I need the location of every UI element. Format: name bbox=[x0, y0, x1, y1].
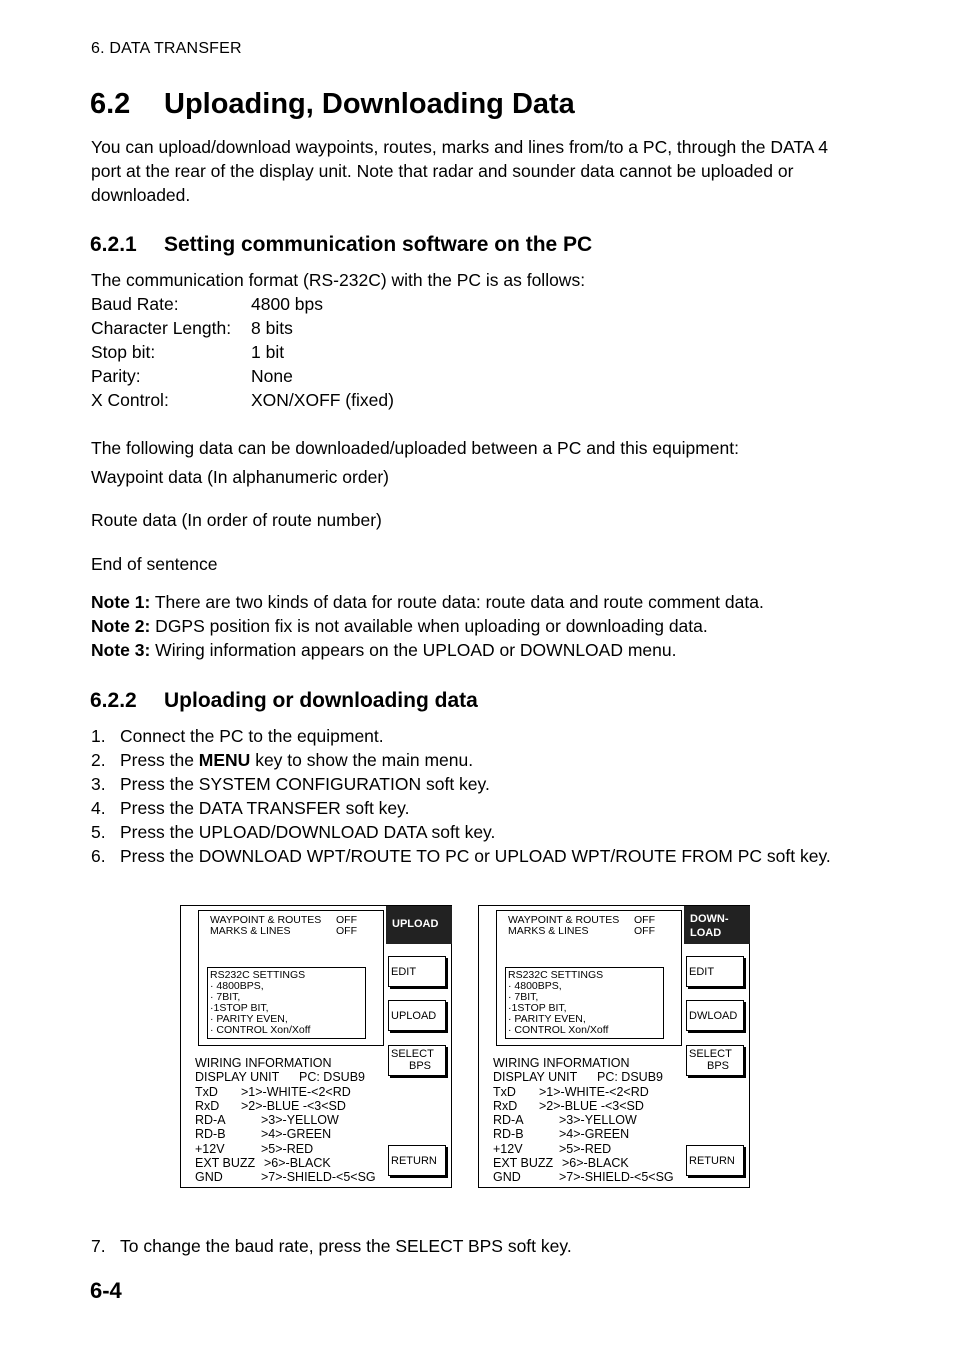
wiring-row bbox=[493, 1142, 674, 1156]
wiring-row bbox=[195, 1127, 376, 1141]
rs232c-settings-box bbox=[207, 967, 366, 1039]
spec-lead: The communication format (RS-232C) with the PC is as follows: bbox=[91, 270, 586, 290]
wiring-value: >1>-WHITE-<2<RD bbox=[539, 1084, 649, 1099]
step-item bbox=[91, 772, 851, 796]
spec-row bbox=[91, 340, 791, 364]
step-list-continued bbox=[91, 1234, 851, 1258]
wiring-key: RD-A bbox=[195, 1113, 226, 1128]
wiring-value: >5>-RED bbox=[559, 1141, 612, 1156]
spec-key: X Control: bbox=[91, 390, 169, 410]
wiring-value: >7>-SHIELD-<5<SG bbox=[261, 1170, 376, 1185]
wiring-key: TxD bbox=[195, 1084, 218, 1099]
wiring-information bbox=[493, 1056, 674, 1185]
spec-value: None bbox=[251, 366, 293, 386]
subsection-title: Setting communication software on the PC bbox=[164, 233, 593, 256]
step-text: Press the SYSTEM CONFIGURATION soft key. bbox=[120, 774, 490, 794]
soft-key-line: SELECT bbox=[689, 1048, 732, 1060]
wiring-value: >4>-GREEN bbox=[559, 1127, 630, 1142]
settings-panel bbox=[198, 910, 384, 1046]
step-number: 7. bbox=[91, 1236, 106, 1256]
wiring-key: RxD bbox=[493, 1098, 518, 1113]
wiring-row bbox=[493, 1085, 674, 1099]
rs232-line: · 7BIT, bbox=[508, 991, 539, 1003]
spec-value: 8 bits bbox=[251, 318, 293, 338]
rs232-line: · CONTROL Xon/Xoff bbox=[508, 1024, 609, 1036]
wiring-value: >5>-RED bbox=[261, 1141, 314, 1156]
rs232-line: · 4800BPS, bbox=[508, 980, 562, 992]
wiring-row bbox=[195, 1099, 376, 1113]
wiring-title: WIRING INFORMATION bbox=[195, 1056, 332, 1070]
running-header: 6. DATA TRANSFER bbox=[91, 40, 242, 57]
wiring-row bbox=[195, 1170, 376, 1184]
step-item bbox=[91, 844, 851, 868]
wiring-head-left: DISPLAY UNIT bbox=[195, 1070, 280, 1085]
step-number: 4. bbox=[91, 798, 106, 818]
rs232-line: RS232C SETTINGS bbox=[210, 969, 306, 981]
wiring-value: >6>-BLACK bbox=[562, 1156, 629, 1171]
note-text: Wiring information appears on the UPLOAD or DOWNLOAD menu. bbox=[150, 640, 677, 660]
note-label: Note 1: bbox=[91, 592, 151, 612]
note-text: DGPS position fix is not available when uploading or downloading data. bbox=[150, 616, 708, 636]
upload-screen bbox=[180, 905, 452, 1188]
soft-key-line: SELECT bbox=[391, 1048, 434, 1060]
soft-key-line: BPS bbox=[408, 1060, 431, 1072]
spec-key: Parity: bbox=[91, 366, 141, 386]
wiring-key: EXT BUZZ bbox=[493, 1156, 554, 1171]
return-soft-key[interactable]: RETURN bbox=[686, 1145, 744, 1176]
row-value: OFF bbox=[634, 925, 655, 937]
note-1 bbox=[91, 590, 851, 614]
spec-key: Stop bit: bbox=[91, 342, 156, 362]
step-item bbox=[91, 724, 851, 748]
menu-key-label: MENU bbox=[198, 750, 251, 770]
return-soft-key[interactable]: RETURN bbox=[388, 1145, 446, 1176]
rs232-line: · PARITY EVEN, bbox=[508, 1013, 586, 1025]
wiring-head-left: DISPLAY UNIT bbox=[493, 1070, 578, 1085]
soft-key-line: BPS bbox=[706, 1060, 729, 1072]
step-item bbox=[91, 820, 851, 844]
rs232-line: RS232C SETTINGS bbox=[508, 969, 604, 981]
step-text: Press the DOWNLOAD WPT/ROUTE TO PC or UPLOAD WPT/ROUTE FROM PC soft key. bbox=[120, 846, 831, 866]
subsection-title: Uploading or downloading data bbox=[164, 689, 478, 712]
spec-value: 1 bit bbox=[251, 342, 285, 362]
step-number: 3. bbox=[91, 774, 106, 794]
step-text-pre: Press the bbox=[120, 750, 199, 770]
wiring-value: >6>-BLACK bbox=[264, 1156, 331, 1171]
subsection-number: 6.2.2 bbox=[90, 689, 137, 712]
rs232-line: ·1STOP BIT, bbox=[210, 1002, 269, 1014]
wiring-key: GND bbox=[493, 1170, 521, 1185]
wiring-key: RD-B bbox=[195, 1127, 226, 1142]
wiring-row bbox=[493, 1156, 674, 1170]
note-label: Note 3: bbox=[91, 640, 151, 660]
data-item: End of sentence bbox=[91, 554, 218, 574]
wiring-row bbox=[493, 1170, 674, 1184]
row-label: MARKS & LINES bbox=[508, 925, 589, 937]
wiring-head bbox=[493, 1070, 674, 1084]
wiring-value: >3>-YELLOW bbox=[559, 1113, 637, 1128]
step-text bbox=[120, 748, 851, 772]
row-value: OFF bbox=[336, 914, 357, 926]
step-list bbox=[91, 724, 851, 868]
page-number: 6-4 bbox=[90, 1278, 122, 1303]
step-text: Press the DATA TRANSFER soft key. bbox=[120, 798, 410, 818]
note-label: Note 2: bbox=[91, 616, 151, 636]
note-text: There are two kinds of data for route data: route data and route comment data. bbox=[150, 592, 764, 612]
wiring-head-right: PC: DSUB9 bbox=[597, 1070, 663, 1085]
wiring-value: >4>-GREEN bbox=[261, 1127, 332, 1142]
intro-paragraph: You can upload/download waypoints, routes, marks and lines from/to a PC, through the DATA 4 port at the rear of the display unit. Note that radar and sounder data cannot be uploaded or downloaded. bbox=[91, 137, 829, 205]
step-text: Connect the PC to the equipment. bbox=[120, 726, 384, 746]
subsection-number: 6.2.1 bbox=[90, 233, 137, 256]
rs232-line: · CONTROL Xon/Xoff bbox=[210, 1024, 311, 1036]
wiring-value: >1>-WHITE-<2<RD bbox=[241, 1084, 351, 1099]
subsection-heading-1 bbox=[90, 233, 592, 257]
step-text: To change the baud rate, press the SELECT BPS soft key. bbox=[120, 1236, 572, 1256]
wiring-title: WIRING INFORMATION bbox=[493, 1056, 630, 1070]
spec-value: 4800 bps bbox=[251, 294, 324, 314]
marks-lines-row bbox=[508, 925, 655, 937]
spec-key: Character Length: bbox=[91, 318, 232, 338]
title-line: LOAD bbox=[690, 927, 722, 939]
wiring-key: RxD bbox=[195, 1098, 220, 1113]
data-item: Waypoint data (In alphanumeric order) bbox=[91, 467, 389, 487]
wiring-row bbox=[195, 1156, 376, 1170]
spec-row bbox=[91, 316, 791, 340]
step-number: 2. bbox=[91, 750, 106, 770]
select-bps-soft-key[interactable] bbox=[686, 1045, 744, 1076]
subsection-heading-2 bbox=[90, 689, 478, 713]
wiring-key: +12V bbox=[493, 1141, 523, 1156]
step-item bbox=[91, 1234, 851, 1258]
edit-soft-key[interactable]: EDIT bbox=[686, 956, 744, 987]
section-number: 6.2 bbox=[90, 88, 131, 120]
row-label: WAYPOINT & ROUTES bbox=[210, 914, 322, 926]
spec-key: Baud Rate: bbox=[91, 294, 179, 314]
marks-lines-row bbox=[210, 925, 357, 937]
spec-list bbox=[91, 268, 791, 412]
section-title: Uploading, Downloading Data bbox=[164, 88, 575, 120]
wiring-key: TxD bbox=[493, 1084, 516, 1099]
wiring-value: >2>-BLUE -<3<SD bbox=[241, 1098, 346, 1113]
dwload-soft-key[interactable]: DWLOAD bbox=[686, 1000, 744, 1031]
wiring-row bbox=[195, 1142, 376, 1156]
spec-row bbox=[91, 364, 791, 388]
rs232-line: · 7BIT, bbox=[210, 991, 241, 1003]
note-3 bbox=[91, 638, 851, 662]
spec-row bbox=[91, 388, 791, 412]
wiring-head bbox=[195, 1070, 376, 1084]
step-number: 6. bbox=[91, 846, 106, 866]
spec-row bbox=[91, 292, 791, 316]
wiring-key: RD-A bbox=[493, 1113, 524, 1128]
rs232-line: ·1STOP BIT, bbox=[508, 1002, 567, 1014]
wiring-value: >7>-SHIELD-<5<SG bbox=[559, 1170, 674, 1185]
wiring-row bbox=[493, 1113, 674, 1127]
row-value: OFF bbox=[634, 914, 655, 926]
wiring-key: EXT BUZZ bbox=[195, 1156, 256, 1171]
wiring-key: +12V bbox=[195, 1141, 225, 1156]
wiring-row bbox=[493, 1099, 674, 1113]
rs232-line: · PARITY EVEN, bbox=[210, 1013, 288, 1025]
wiring-row bbox=[195, 1113, 376, 1127]
data-item: Route data (In order of route number) bbox=[91, 510, 382, 530]
step-item bbox=[91, 748, 851, 772]
download-menu-title bbox=[684, 906, 750, 944]
settings-panel bbox=[496, 910, 682, 1046]
wiring-row bbox=[493, 1127, 674, 1141]
step-number: 1. bbox=[91, 726, 106, 746]
download-screen bbox=[478, 905, 750, 1188]
wiring-key: GND bbox=[195, 1170, 223, 1185]
wiring-value: >3>-YELLOW bbox=[261, 1113, 339, 1128]
rs232-line: · 4800BPS, bbox=[210, 980, 264, 992]
rs232c-settings-box bbox=[505, 967, 664, 1039]
wiring-value: >2>-BLUE -<3<SD bbox=[539, 1098, 644, 1113]
row-label: WAYPOINT & ROUTES bbox=[508, 914, 620, 926]
wiring-information bbox=[195, 1056, 376, 1185]
upload-soft-key[interactable]: UPLOAD bbox=[388, 1000, 446, 1031]
select-bps-soft-key[interactable] bbox=[388, 1045, 446, 1076]
step-text: Press the UPLOAD/DOWNLOAD DATA soft key. bbox=[120, 822, 496, 842]
wiring-key: RD-B bbox=[493, 1127, 524, 1142]
wiring-row bbox=[195, 1085, 376, 1099]
row-label: MARKS & LINES bbox=[210, 925, 291, 937]
row-value: OFF bbox=[336, 925, 357, 937]
step-number: 5. bbox=[91, 822, 106, 842]
spec-value: XON/XOFF (fixed) bbox=[251, 390, 394, 410]
step-item bbox=[91, 796, 851, 820]
data-lead: The following data can be downloaded/uploaded between a PC and this equipment: bbox=[91, 438, 739, 458]
section-heading bbox=[90, 88, 575, 121]
upload-menu-title: UPLOAD bbox=[386, 906, 452, 944]
step-text-post: key to show the main menu. bbox=[250, 750, 474, 770]
note-2 bbox=[91, 614, 851, 638]
title-line: DOWN- bbox=[690, 913, 729, 925]
edit-soft-key[interactable]: EDIT bbox=[388, 956, 446, 987]
wiring-head-right: PC: DSUB9 bbox=[299, 1070, 365, 1085]
